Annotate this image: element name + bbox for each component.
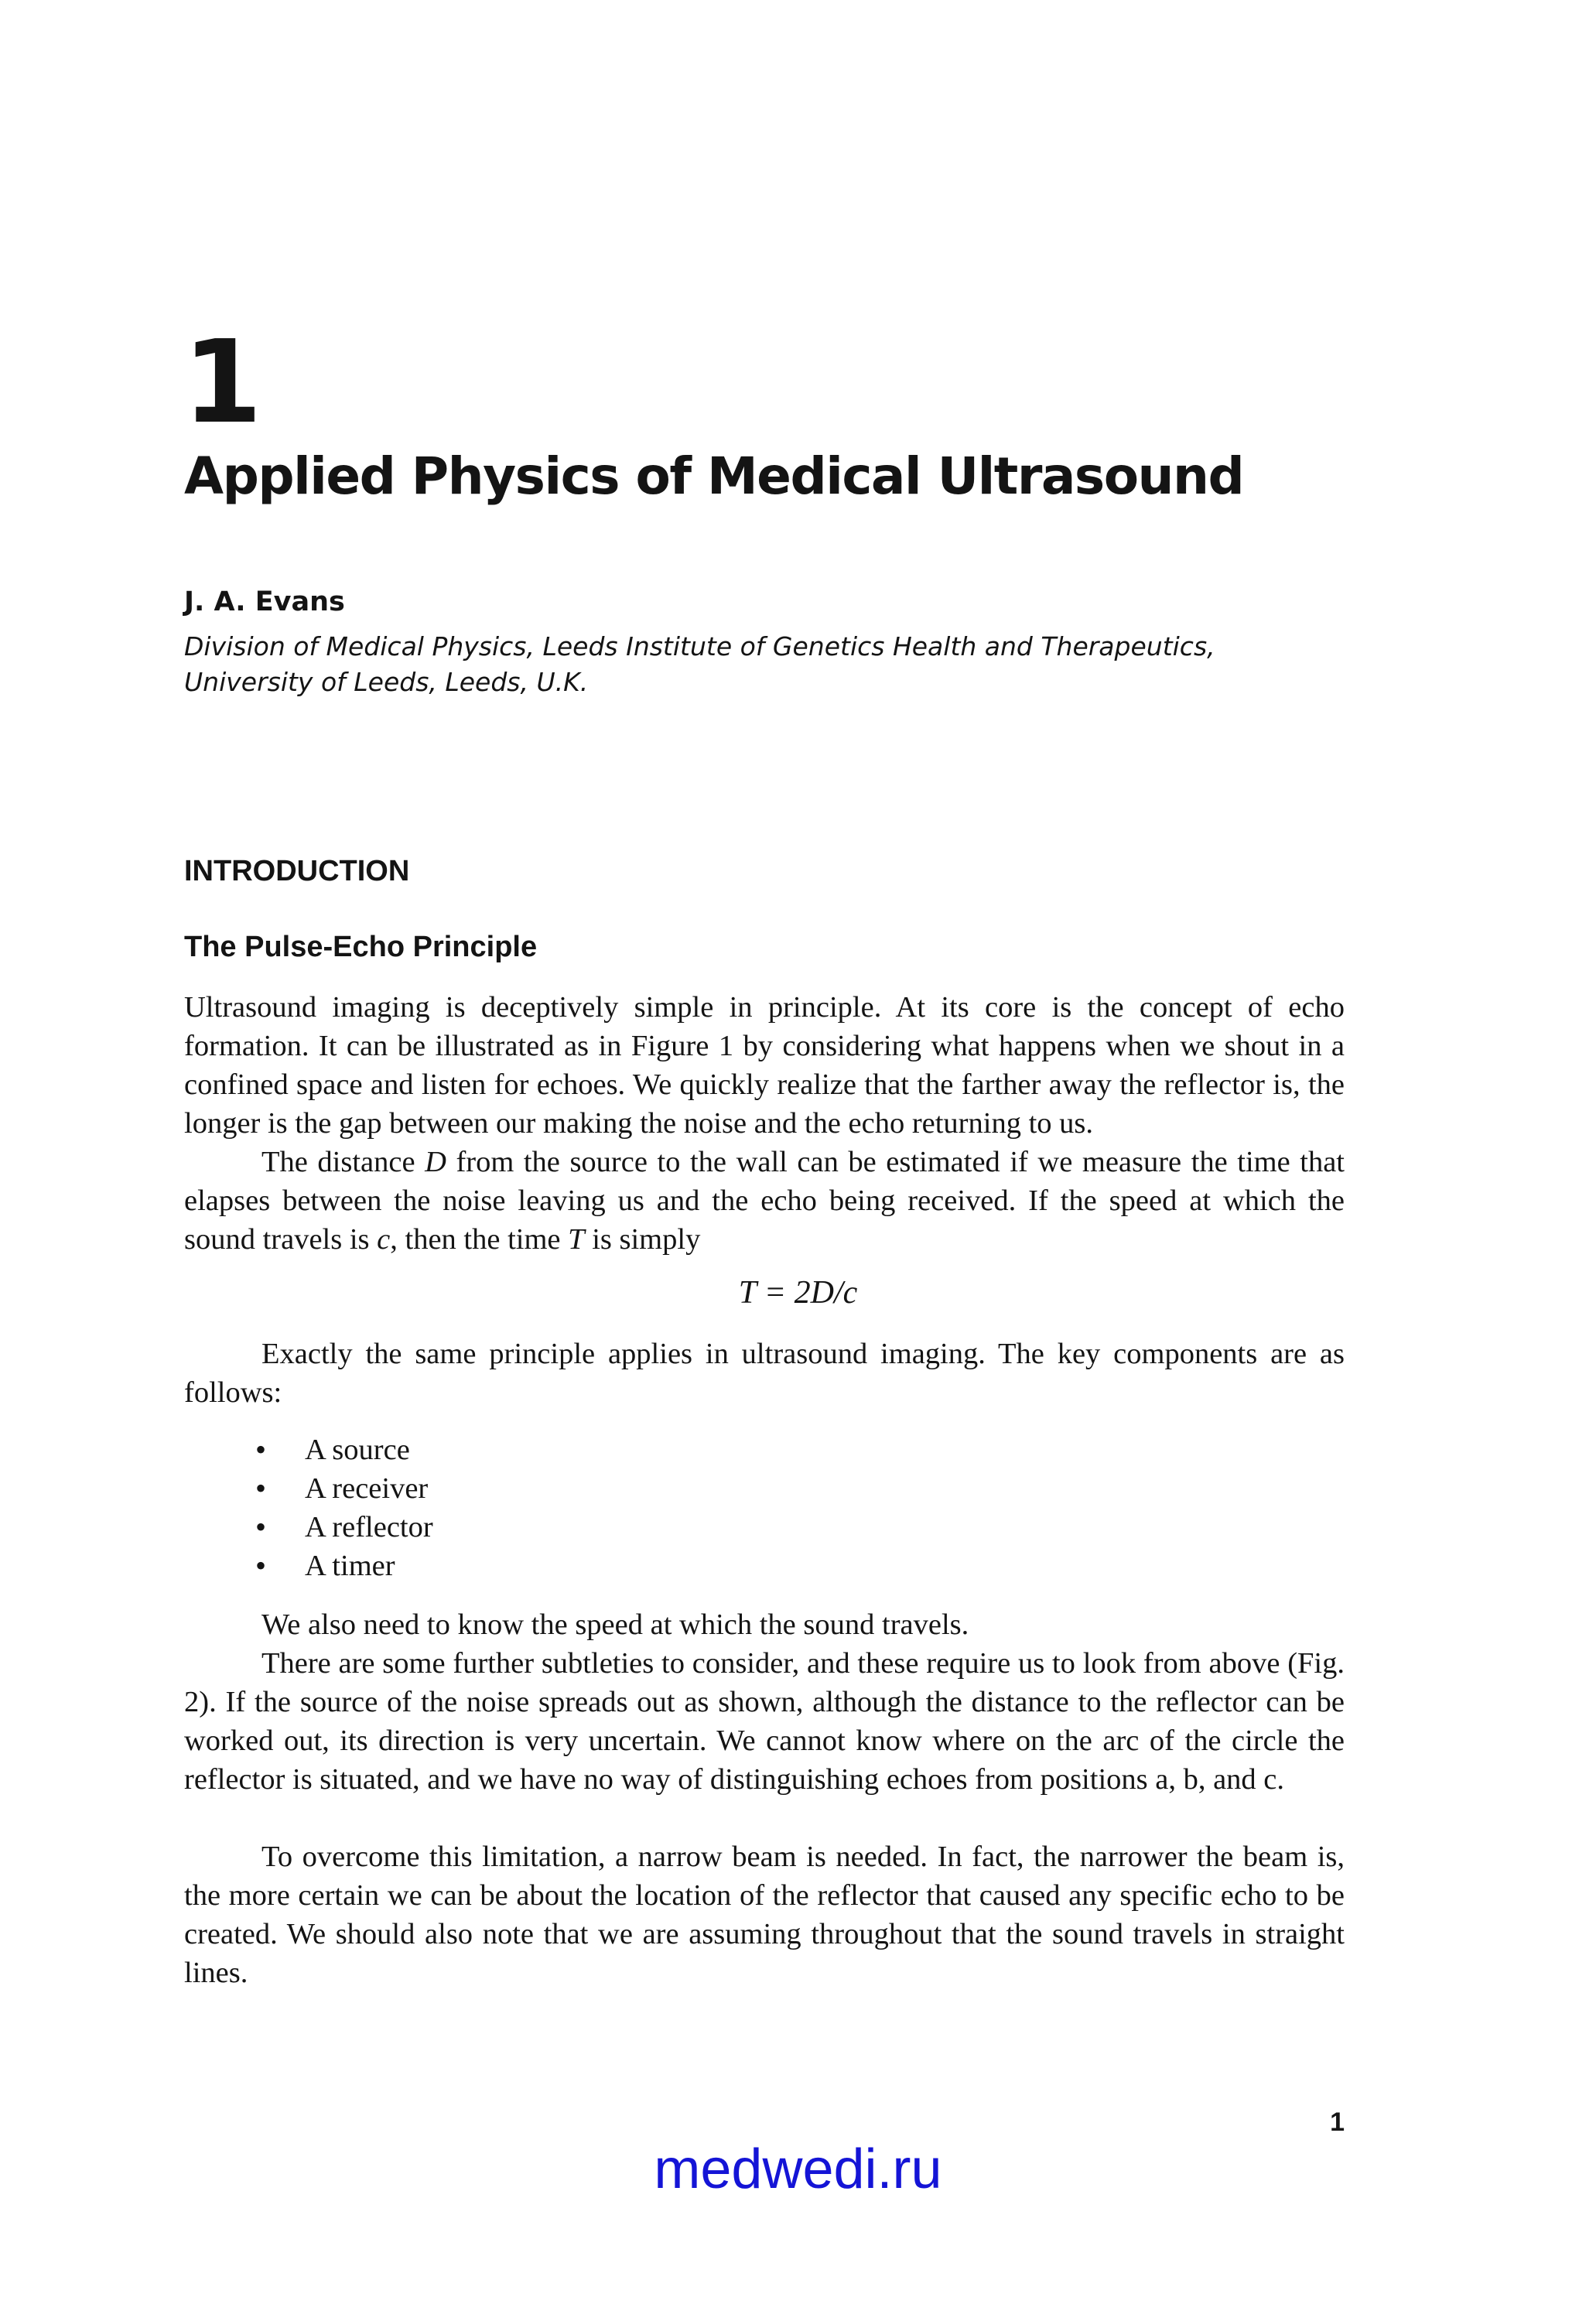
text-run: from the source to the wall can be estimated if we measure the time that elapses between the noise leaving us and the echo being received. If the speed at which the sound travels is xyxy=(184,1146,1345,1256)
affiliation-line-2: University of Leeds, Leeds, U.K. xyxy=(184,667,589,697)
body-paragraph: To overcome this limitation, a narrow beam is needed. In fact, the narrower the beam is, the more certain we can be about the location of the reflector that caused any specific echo to be created. We should also note that we are assuming throughout that the sound travels in straight lines. xyxy=(184,1841,1345,1989)
chapter-number: 1 xyxy=(183,316,261,449)
text-run: The distance xyxy=(261,1146,425,1178)
body-paragraph xyxy=(184,1143,1345,1259)
component-list xyxy=(255,1431,433,1585)
text-run: , then the time xyxy=(390,1223,569,1256)
variable-c: c xyxy=(377,1223,391,1256)
author-affiliation xyxy=(184,629,1267,700)
watermark-link[interactable]: medwedi.ru xyxy=(654,2138,942,2200)
page-number: 1 xyxy=(1330,2107,1345,2137)
list-item: • A source xyxy=(255,1431,433,1469)
body-paragraph: There are some further subtleties to consider, and these require us to look from above (Fig. 2). If the source of the noise spreads out as shown, although the distance to the reflector can be worked out, its direction is very uncertain. We cannot know where on the arc of the circle the reflector is situated, and we have no way of distinguishing echoes from positions a, b, and c. xyxy=(184,1647,1345,1796)
variable-t: T xyxy=(568,1223,585,1256)
body-paragraph: We also need to know the speed at which the sound travels. xyxy=(261,1608,969,1641)
section-heading: INTRODUCTION xyxy=(184,855,410,887)
list-item: • A reflector xyxy=(255,1508,433,1547)
subsection-heading: The Pulse-Echo Principle xyxy=(184,931,538,963)
text-run: is simply xyxy=(584,1223,701,1256)
chapter-title: Applied Physics of Medical Ultrasound xyxy=(184,446,1244,506)
body-paragraph: Exactly the same principle applies in ultrasound imaging. The key components are as follows: xyxy=(184,1338,1345,1409)
variable-d: D xyxy=(425,1146,446,1178)
list-item: • A receiver xyxy=(255,1469,433,1508)
body-paragraph: Ultrasound imaging is deceptively simple in principle. At its core is the concept of echo formation. It can be illustrated as in Figure 1 by considering what happens when we shout in a confined space and listen for echoes. We quickly realize that the farther away the reflector is, the longer is the gap between our making the noise and the echo returning to us. xyxy=(184,991,1345,1140)
author-name: J. A. Evans xyxy=(184,586,345,617)
equation: T = 2D/c xyxy=(738,1275,858,1311)
list-item: • A timer xyxy=(255,1547,433,1585)
affiliation-line-1: Division of Medical Physics, Leeds Institute of Genetics Health and Therapeutics, xyxy=(184,631,1215,661)
